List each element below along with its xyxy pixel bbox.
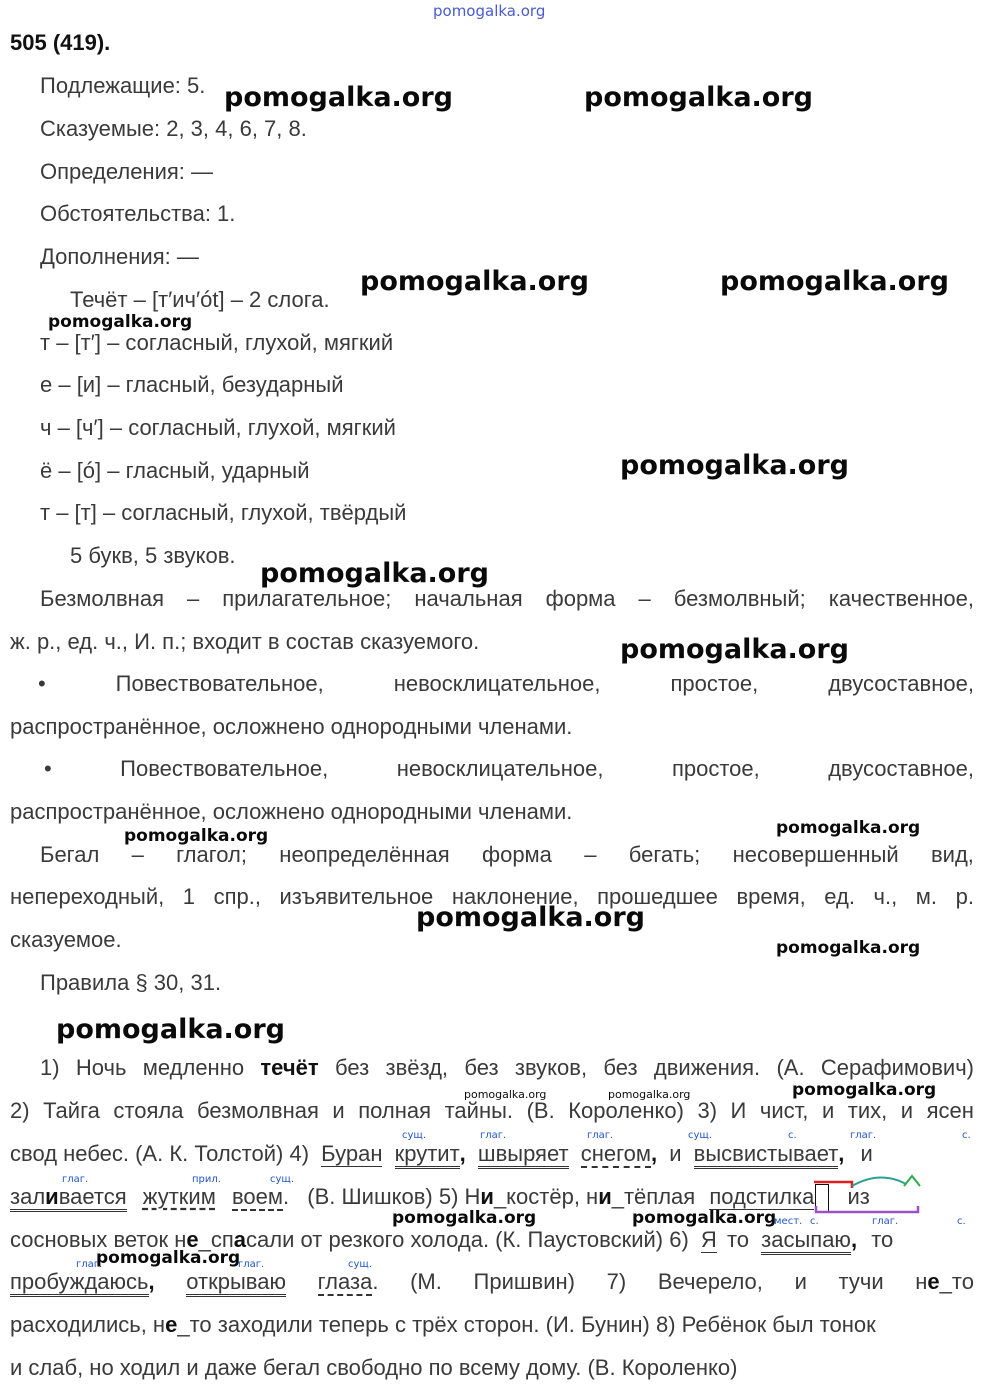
pos-tag: с.: [788, 1130, 797, 1141]
sentence-analysis-1-line2: распространённое, осложнено однородными членами.: [10, 714, 573, 739]
watermark: pomogalka.org: [56, 1014, 285, 1045]
subject-line: Подлежащие: 5.: [40, 73, 206, 98]
site-watermark-top: pomogalka.org: [433, 2, 546, 20]
word-zhutkim: жутким: [142, 1184, 216, 1209]
text-line-3: свод небес. (А. К. Толстой) 4) Буран крутит, швыряет снегом, и высвистывает, и: [10, 1140, 873, 1168]
phonetic-letter: е – [и] – гласный, безударный: [40, 372, 344, 397]
adverbials-line: Обстоятельства: 1.: [40, 201, 236, 226]
sentence-analysis-2-line1: • Повествовательное, невосклицательное, простое, двусоставное,: [44, 756, 974, 781]
phonetic-letter: т – [т′] – согласный, глухой, мягкий: [40, 330, 394, 355]
suffix-mark: [904, 1176, 920, 1186]
text-line-5: сосновых веток не_спасали от резкого холода. (К. Паустовский) 6) Я то засыпаю, то: [10, 1226, 893, 1254]
watermark: pomogalka.org: [584, 82, 813, 113]
word-krutit: крутит: [395, 1141, 460, 1169]
text-line-1: 1) Ночь медленно течёт без звёзд, без звуков, без движения. (А. Серафимович): [40, 1055, 974, 1080]
watermark: pomogalka.org: [776, 938, 921, 958]
text-line-2: 2) Тайга стояла безмолвная и полная тайны. (В. Короленко) 3) И чист, и тих, и ясен: [10, 1098, 974, 1123]
watermark: pomogalka.org: [416, 902, 645, 933]
watermark: pomogalka.org: [392, 1208, 537, 1228]
morph-verb-line1: Бегал – глагол; неопределённая форма – бегать; несовершенный вид,: [40, 842, 974, 867]
watermark: pomogalka.org: [48, 312, 193, 332]
pos-tag: с.: [810, 1216, 819, 1227]
root-arc: [852, 1177, 906, 1186]
stem-mark: [816, 1206, 918, 1212]
pos-tag: глаг.: [872, 1216, 899, 1227]
predicates-line: Сказуемые: 2, 3, 4, 6, 7, 8.: [40, 116, 307, 141]
objects-line: Дополнения: —: [40, 244, 199, 269]
pos-tag: глаг.: [480, 1130, 507, 1141]
watermark: pomogalka.org: [776, 818, 921, 838]
watermark: pomogalka.org: [224, 82, 453, 113]
phonetic-word: Течёт – [т′ич′ót] – 2 слога.: [70, 287, 330, 312]
word-zasypayu: засыпаю: [761, 1227, 851, 1255]
pos-tag: глаг.: [850, 1130, 877, 1141]
morph-adjective-line1: Безмолвная – прилагательное; начальная форма – безмолвный; качественное,: [40, 586, 974, 611]
phonetic-letter: ё – [ó] – гласный, ударный: [40, 458, 310, 483]
word-snegom: снегом: [580, 1141, 651, 1166]
pos-tag: глаг.: [62, 1174, 89, 1185]
word-buran: Буран: [321, 1141, 383, 1166]
watermark: pomogalka.org: [620, 634, 849, 665]
watermark: pomogalka.org: [608, 1088, 691, 1101]
pos-tag: сущ.: [688, 1130, 713, 1141]
morph-adjective-line2: ж. р., ед. ч., И. п.; входит в состав сказуемого.: [10, 629, 480, 654]
pos-tag: глаг.: [238, 1259, 265, 1270]
word-glaza: глаза: [317, 1269, 373, 1294]
pos-tag: сущ.: [270, 1174, 295, 1185]
text-line-7: расходились, не_то заходили теперь с трёх сторон. (И. Бунин) 8) Ребёнок был тонок: [10, 1312, 876, 1337]
pos-tag: с.: [962, 1130, 971, 1141]
morph-verb-line2: непереходный, 1 спр., изъявительное наклонение, прошедшее время, ед. ч., м. р.: [10, 884, 974, 909]
watermark: pomogalka.org: [792, 1080, 937, 1100]
word-vysvistyvaet: высвистывает: [694, 1141, 839, 1169]
phonetic-letter: ч – [ч′] – согласный, глухой, мягкий: [40, 415, 396, 440]
rules-line: Правила § 30, 31.: [40, 970, 222, 995]
watermark: pomogalka.org: [360, 266, 589, 297]
text-line-6: пробуждаюсь, открываю глаза. (М. Пришвин) 7) Вечерело, и тучи не_то: [10, 1268, 974, 1296]
watermark: pomogalka.org: [620, 450, 849, 481]
morpheme-marks: [810, 1172, 940, 1218]
watermark: pomogalka.org: [464, 1088, 547, 1101]
word-otkryvayu: открываю: [186, 1269, 286, 1297]
watermark: pomogalka.org: [720, 266, 949, 297]
phonetic-letter: т – [т] – согласный, глухой, твёрдый: [40, 500, 407, 525]
watermark: pomogalka.org: [124, 826, 269, 846]
morph-verb-line3: сказуемое.: [10, 927, 122, 952]
pos-tag: прил.: [192, 1174, 221, 1185]
phonetic-summary: 5 букв, 5 звуков.: [70, 543, 236, 568]
prefix-mark: [814, 1182, 852, 1188]
pos-tag: глаг.: [587, 1130, 614, 1141]
sentence-analysis-1-line1: • Повествовательное, невосклицательное, простое, двусоставное,: [38, 671, 974, 696]
pos-tag: сущ.: [402, 1130, 427, 1141]
pos-tag: сущ.: [348, 1259, 373, 1270]
sentence-analysis-2-line2: распространённое, осложнено однородными членами.: [10, 799, 573, 824]
attributes-line: Определения: —: [40, 159, 214, 184]
exercise-number: 505 (419).: [10, 30, 111, 55]
watermark: pomogalka.org: [96, 1248, 241, 1268]
word-podstilka: подстилка: [709, 1184, 815, 1209]
pos-tag: мест.: [774, 1216, 803, 1227]
word-shvyryaet: швыряет: [478, 1141, 569, 1169]
word-ya: Я: [700, 1227, 717, 1252]
word-voem: воем: [231, 1184, 284, 1209]
word-probuzhdayus: пробуждаюсь: [10, 1269, 149, 1297]
pos-tag: глаг.: [76, 1259, 103, 1270]
text-line-8: и слаб, но ходил и даже бегал свободно по всему дому. (В. Короленко): [10, 1355, 738, 1380]
watermark: pomogalka.org: [260, 558, 489, 589]
pos-tag: с.: [957, 1216, 966, 1227]
word-zalivaetsya: заливается: [10, 1184, 127, 1212]
watermark: pomogalka.org: [632, 1208, 777, 1228]
text-line-4: заливается жутким воем. (В. Шишков) 5) Ни_костёр, ни_тёплая подстилка из: [10, 1183, 870, 1212]
